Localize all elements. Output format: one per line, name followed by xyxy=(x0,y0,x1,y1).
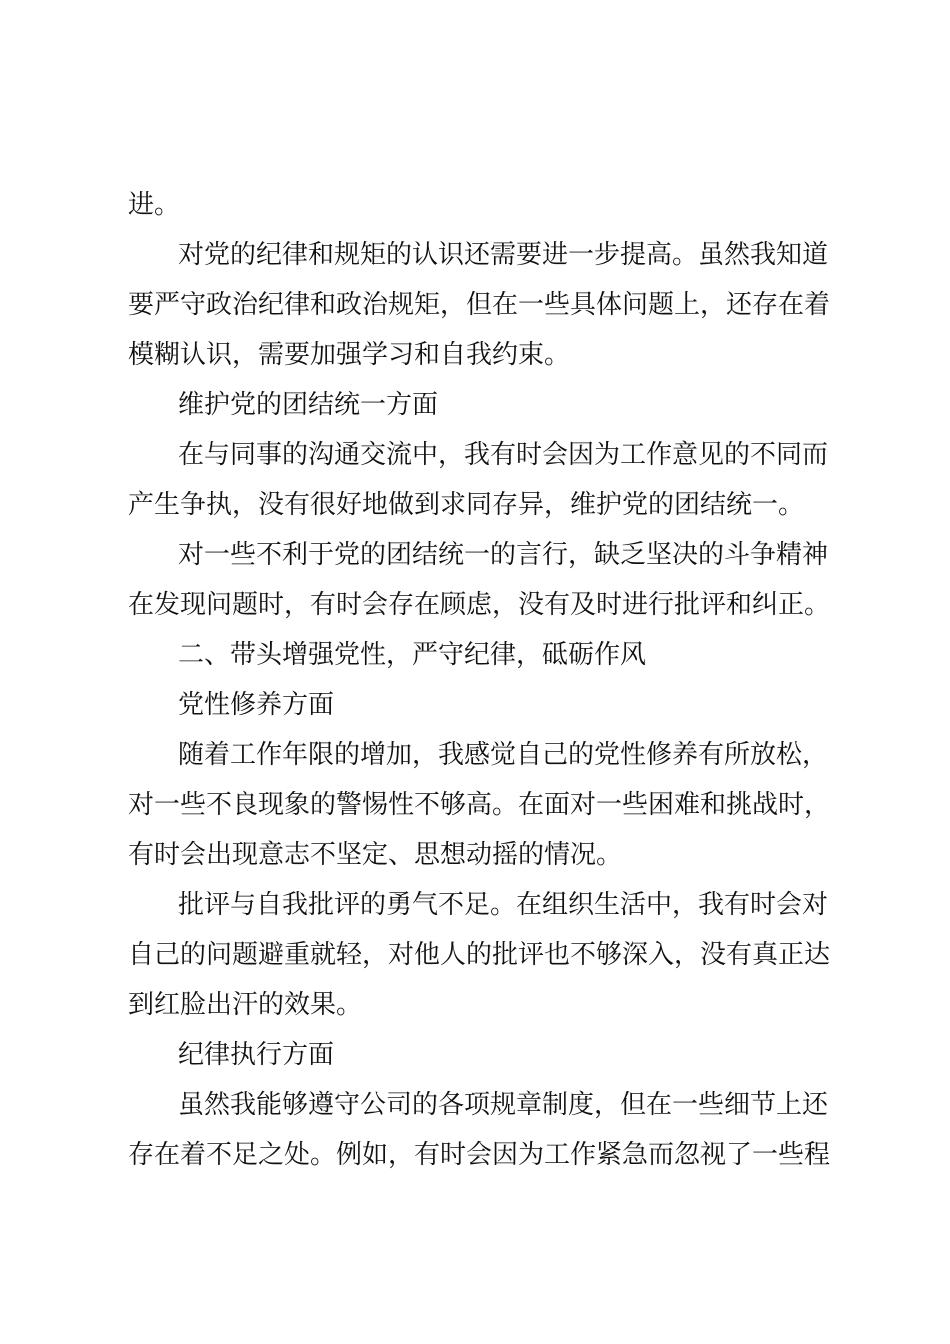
text-line: 模糊认识，需要加强学习和自我约束。 xyxy=(128,340,571,370)
section-heading: 党性修养方面 xyxy=(178,690,335,720)
text-line: 要严守政治纪律和政治规矩，但在一些具体问题上，还存在着 xyxy=(128,290,831,320)
text-line: 在与同事的沟通交流中，我有时会因为工作意见的不同而 xyxy=(178,440,829,470)
text-line: 虽然我能够遵守公司的各项规章制度，但在一些细节上还 xyxy=(178,1090,829,1120)
text-line: 对党的纪律和规矩的认识还需要进一步提高。虽然我知道 xyxy=(178,240,829,270)
text-line: 随着工作年限的增加，我感觉自己的党性修养有所放松， xyxy=(178,740,829,770)
text-line: 对一些不良现象的警惕性不够高。在面对一些困难和挑战时， xyxy=(128,790,831,820)
text-line: 存在着不足之处。例如，有时会因为工作紧急而忽视了一些程 xyxy=(128,1140,831,1170)
section-heading: 二、带头增强党性，严守纪律，砥砺作风 xyxy=(178,640,647,670)
text-line: 到红脸出汗的效果。 xyxy=(128,990,363,1020)
text-line: 批评与自我批评的勇气不足。在组织生活中，我有时会对 xyxy=(178,890,829,920)
text-line: 对一些不利于党的团结统一的言行，缺乏坚决的斗争精神 xyxy=(178,540,829,570)
text-line: 有时会出现意志不坚定、思想动摇的情况。 xyxy=(128,840,623,870)
text-line: 进。 xyxy=(128,190,181,220)
section-heading: 纪律执行方面 xyxy=(178,1040,335,1070)
text-line: 在发现问题时，有时会存在顾虑，没有及时进行批评和纠正。 xyxy=(128,590,831,620)
text-line: 产生争执，没有很好地做到求同存异，维护党的团结统一。 xyxy=(128,490,805,520)
text-line: 自己的问题避重就轻，对他人的批评也不够深入，没有真正达 xyxy=(128,940,831,970)
section-heading: 维护党的团结统一方面 xyxy=(178,390,439,420)
